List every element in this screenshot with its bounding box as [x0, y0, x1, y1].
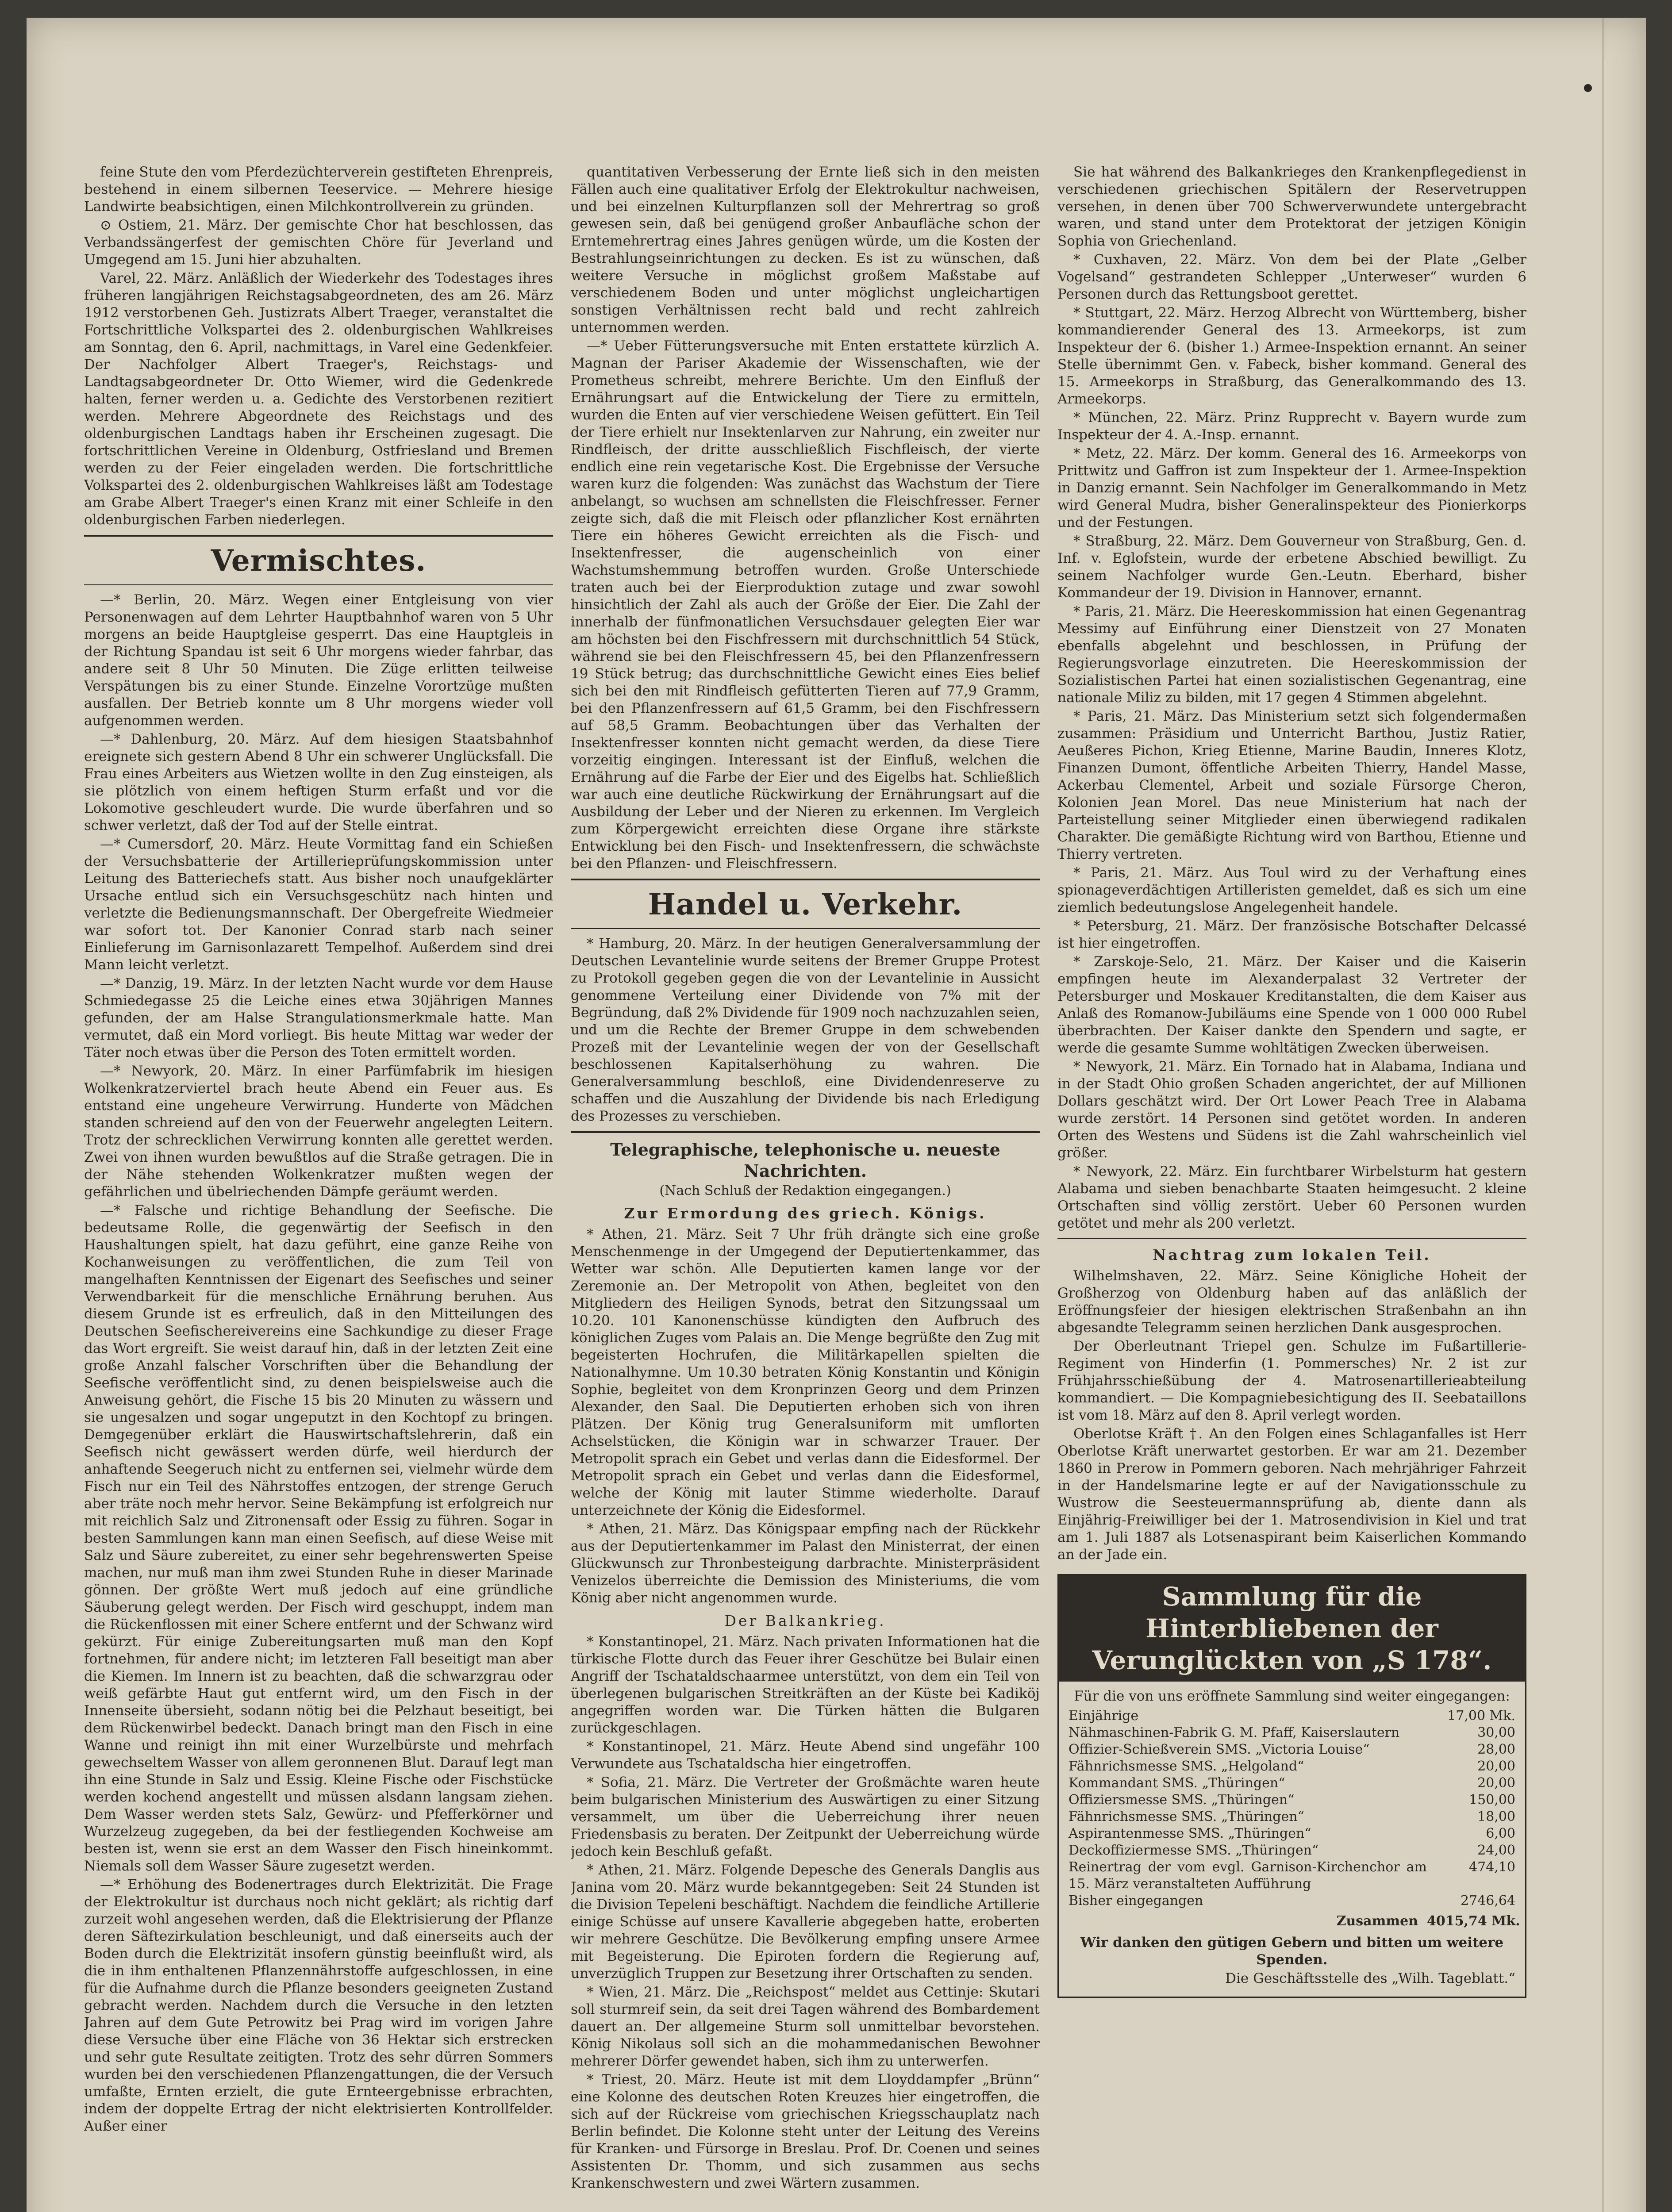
column-3-articles [1057, 164, 1526, 1232]
donor-name: Offizier-Schießverein SMS. „Victoria Louise“ [1069, 1742, 1370, 1757]
donor-name: Fähnrichsmesse SMS. „Thüringen“ [1069, 1809, 1304, 1824]
donation-row [1069, 1842, 1515, 1859]
donation-amount: 17,00 Mk. [1447, 1708, 1515, 1724]
article-paragraph: * Konstantinopel, 21. März. Heute Abend sind ungefähr 100 Verwundete aus Tschataldscha hier eingetroffen. [571, 1739, 1040, 1772]
column-1-articles [84, 164, 553, 529]
donation-row [1069, 1708, 1515, 1724]
donation-amount: 18,00 [1477, 1809, 1515, 1824]
article-paragraph: —* Erhöhung des Bodenertrages durch Elektrizität. Die Frage der Elektrokultur ist durchaus noch nicht geklärt; als richtig darf zurzeit wohl angesehen werden, daß die Elektrisierung der Pflanze deren Säftezirkulation beschleunigt, und daß einerseits auch der Boden durch die Elektrizität insofern günstig beeinflußt wird, als die in ihm enthaltenen Pflanzennährstoffe aufgeschlossen, in eine für die Aufnahme durch die Pflanze besonders geeigneten Zustand gebracht werden. Nachdem durch die Versuche in den letzten Jahren auf dem Gute Petrowitz bei Prag wird im vorigen Jahre diese Versuche über eine Fläche von 36 Hektar sich erstrecken und sehr gute Resultate zeitigten. Trotz des sehr dürren Sommers wurden bei den verschiedenen Pflanzengattungen, die der Versuch umfaßte, Ernten erzielt, die gute Ernteergebnisse erbrachten, indem der doppelte Ertrag der nicht elektrisierten Kontrollfelder. Außer einer [84, 1877, 553, 2134]
balkankrieg-heading: Der Balkankrieg. [724, 1612, 886, 1629]
article-paragraph: Wilhelmshaven, 22. März. Seine Königliche Hoheit der Großherzog von Oldenburg haben auf das anläßlich der Eröffnungsfeier der hiesigen elektrischen Straßenbahn an ihn abgesandte Telegramm seinen herzlichen Dank ausgesprochen. [1057, 1268, 1526, 1336]
article-paragraph: * Triest, 20. März. Heute ist mit dem Lloyddampfer „Brünn“ eine Kolonne des deutschen Roten Kreuzes hier eingetroffen, die sich auf der Rückreise vom griechischen Kriegsschauplatz nach Berlin befindet. Die Kolonne steht unter der Leitung des Vereins für Kranken- und Fürsorge in Breslau. Prof. Dr. Coenen und seines Assistenten Dr. Thomm, und sich zusammen aus sechs Krankenschwestern und zwei Wärtern zusammen. [571, 2072, 1040, 2191]
article-paragraph: * Stuttgart, 22. März. Herzog Albrecht von Württemberg, bisher kommandierender General des 13. Armeekorps, ist zum Inspekteur der 6. (bisher 1.) Armee-Inspektion ernannt. An seiner Stelle übernimmt Gen. v. Fabeck, bisher kommand. General des 15. Armeekorps in Straßburg, das Generalkommando des 13. Armeekorps. [1057, 305, 1526, 407]
donation-total-amount: 4015,74 Mk. [1427, 1913, 1520, 1929]
donation-row [1069, 1758, 1515, 1775]
donation-amount: 2746,64 [1460, 1893, 1515, 1909]
handel-articles [571, 935, 1040, 1125]
newspaper-page [27, 18, 1646, 2212]
article-paragraph: —* Berlin, 20. März. Wegen einer Entgleisung von vier Personenwagen auf dem Lehrter Hauptbahnhof waren von 5 Uhr morgens an beide Hauptgleise gesperrt. Das eine Hauptgleis in der Richtung Spandau ist seit 6 Uhr morgens wieder fahrbar, das andere seit 8 Uhr 50 Minuten. Die Züge erlitten teilweise Verspätungen bis zu einer Stunde. Einzelne Vorortzüge mußten ausfallen. Der Betrieb konnte um 8 Uhr morgens wieder voll aufgenommen werden. [84, 592, 553, 729]
article-paragraph: Sie hat während des Balkankrieges den Krankenpflegedienst in verschiedenen griechischen Spitälern der Reservetruppen versehen, in denen über 700 Schwerverwundete untergebracht waren, und stand unter dem Protektorat der jetzigen Königin Sophia von Griechenland. [1057, 164, 1526, 249]
donation-amount: 24,00 [1477, 1843, 1515, 1858]
telegraph-subheading: (Nach Schluß der Redaktion eingegangen.) [659, 1183, 951, 1198]
ermordung-heading: Zur Ermordung des griech. Königs. [624, 1205, 987, 1222]
article-paragraph: * Straßburg, 22. März. Dem Gouverneur von Straßburg, Gen. d. Inf. v. Eglofstein, wurde der erbetene Abschied bewilligt. Zu seinem Nachfolger wurde Gen.-Leutn. Eberhard, bisher Kommandeur der 19. Division in Hannover, ernannt. [1057, 533, 1526, 601]
nachtrag-heading: Nachtrag zum lokalen Teil. [1153, 1246, 1431, 1263]
divider [1057, 1238, 1526, 1239]
article-paragraph: * Athen, 21. März. Folgende Depesche des Generals Danglis aus Janina vom 20. März wurde bekanntgegeben: Seit 24 Stunden ist die Division Tepeleni beschäftigt. Nachdem die feindliche Artillerie einige Schüsse auf unsere Kavallerie abgegeben hatte, eroberten wir mehrere Geschütze. Die Bevölkerung empfing unsere Armee mit Begeisterung. Die Epiroten fordern die Regierung auf, unverzüglich Truppen zur Besetzung ihrer Ortschaften zu senden. [571, 1862, 1040, 1982]
telegraph-articles [571, 1226, 1040, 1607]
column-2-articles [571, 164, 1040, 872]
balkankrieg-articles [571, 1633, 1040, 2192]
donation-total-row [1069, 1913, 1520, 1930]
article-paragraph: * München, 22. März. Prinz Rupprecht v. Bayern wurde zum Inspekteur der 4. A.-Insp. ernannt. [1057, 410, 1526, 443]
donation-row [1069, 1792, 1515, 1809]
divider [571, 879, 1040, 880]
article-paragraph: * Wien, 21. März. Die „Reichspost“ meldet aus Cettinje: Skutari soll sturmreif sein, da seit drei Tagen während des Bombardement dauert an. Der allgemeine Sturm soll unmittelbar bevorstehen. König Nikolaus soll sich an die mohammedanischen Bewohner mehrerer Dörfer gewendet haben, sich ihm zu unterwerfen. [571, 1984, 1040, 2069]
donor-name: Deckoffiziermesse SMS. „Thüringen“ [1069, 1843, 1319, 1858]
article-paragraph: ⊙ Ostiem, 21. März. Der gemischte Chor hat beschlossen, das Verbandssängerfest der gemischten Chöre für Jeverland und Umgegend am 15. Juni hier abzuhalten. [84, 217, 553, 268]
donation-amount: 20,00 [1477, 1759, 1515, 1774]
donor-name: Fähnrichsmesse SMS. „Helgoland“ [1069, 1759, 1304, 1774]
donation-amount: 6,00 [1486, 1826, 1515, 1841]
article-paragraph: * Konstantinopel, 21. März. Nach privaten Informationen hat die türkische Flotte durch das Feuer ihrer Geschütze bei Bulair einen Angriff der Tschataldschaarmee unterstützt, von dem ein Teil von überlegenen bulgarischen Streitkräften an der Küste bei Kadiköj angegriffen worden war. Die Türken hätten die Bulgaren zurückgeschlagen. [571, 1634, 1040, 1736]
donation-amount: 150,00 [1469, 1792, 1515, 1808]
article-paragraph: * Newyork, 22. März. Ein furchtbarer Wirbelsturm hat gestern Alabama und sieben benachbarte Staaten heimgesucht. 2 kleine Ortschaften sind völlig zerstört. Ueber 60 Personen wurden getötet und mehr als 200 verletzt. [1057, 1164, 1526, 1231]
article-paragraph: feine Stute den vom Pferdezüchterverein gestifteten Ehrenpreis, bestehend in einem silbernen Teeservice. — Mehrere hiesige Landwirte beabsichtigen, einen Milchkontrollverein zu gründen. [84, 164, 553, 215]
donation-intro: Für die von uns eröffnete Sammlung sind weiter eingegangen: [1074, 1688, 1510, 1704]
donation-row [1069, 1741, 1515, 1758]
donation-total-label: Zusammen [1336, 1913, 1418, 1929]
donation-row [1069, 1893, 1515, 1909]
divider [84, 535, 553, 537]
article-paragraph: * Petersburg, 21. März. Der französische Botschafter Delcassé ist hier eingetroffen. [1057, 918, 1526, 951]
donation-row [1069, 1775, 1515, 1792]
article-paragraph: * Athen, 21. März. Seit 7 Uhr früh drängte sich eine große Menschenmenge in der Umgegend der Deputiertenkammer, das Wetter war schön. Alle Deputierten kamen lange vor der Zeremonie an. Der Metropolit von Athen, begleitet von den Mitgliedern des Heiligen Synods, betrat den Sitzungssaal um 10.20. 101 Kanonenschüsse kündigten den Aufbruch des königlichen Zuges vom Palais an. Die Menge begrüßte den Zug mit begeisterten Hochrufen, die Militärkapellen spielten die Nationalhymne. Um 10.30 betraten König Konstantin und Königin Sophie, begleitet von dem Kronprinzen Georg und dem Prinzen Alexander, den Saal. Die Deputierten erhoben sich von ihren Plätzen. Der König trug Generalsuniform mit umflorten Achselstücken, die Königin war in schwarzer Trauer. Der Metropolit sprach ein Gebet und verlas dann die Eidesformel. Der Metropolit sprach ein Gebet und verlas dann die Eidesformel, welche der König mit lauter Stimme wiederholte. Darauf unterzeichnete der König die Eidesformel. [571, 1226, 1040, 1518]
article-paragraph: —* Dahlenburg, 20. März. Auf dem hiesigen Staatsbahnhof ereignete sich gestern Abend 8 Uhr ein schwerer Unglücksfall. Die Frau eines Arbeiters aus Wietzen wollte in den Zug einsteigen, als sie plötzlich von einem heftigen Sturm erfaßt und vor die Lokomotive geschleudert wurde. Die wurde überfahren und so schwer verletzt, daß der Tod auf der Stelle eintrat. [84, 731, 553, 833]
donor-name: Nähmaschinen-Fabrik G. M. Pfaff, Kaiserslautern [1069, 1725, 1400, 1740]
page-mark [1584, 84, 1592, 92]
donation-list [1069, 1708, 1515, 1909]
article-paragraph: * Paris, 21. März. Das Ministerium setzt sich folgendermaßen zusammen: Präsidium und Unterricht Barthou, Justiz Ratier, Aeußeres Pichon, Krieg Etienne, Marine Baudin, Inneres Klotz, Finanzen Dumont, öffentliche Arbeiten Thierry, Handel Masse, Ackerbau Clementel, Arbeit und soziale Fürsorge Cheron, Kolonien Jean Morel. Das neue Ministerium hat nach der Parteistellung seiner Mitglieder einen überwiegend radikalen Charakter. Die gemäßigte Richtung wird von Barthou, Etienne und Thierry vertreten. [1057, 708, 1526, 862]
donation-row [1069, 1724, 1515, 1741]
article-paragraph: Der Oberleutnant Triepel gen. Schulze im Fußartillerie-Regiment von Hinderfin (1. Pommersches) Nr. 2 ist zur Frühjahrsschießübung der 4. Matrosenartillerieabteilung kommandiert. — Die Kompagniebesichtigung des II. Seebataillons ist vom 18. März auf den 8. April verlegt worden. [1057, 1338, 1526, 1423]
donation-thanks: Wir danken den gütigen Gebern und bitten um weitere Spenden. [1080, 1935, 1504, 1968]
column-3 [1057, 164, 1526, 2212]
divider [571, 1131, 1040, 1133]
donor-name: Bisher eingegangen [1069, 1893, 1203, 1909]
article-paragraph: * Newyork, 21. März. Ein Tornado hat in Alabama, Indiana und in der Stadt Ohio großen Schaden angerichtet, der auf Millionen Dollars geschätzt wird. Der Ort Lower Peach Tree in Alabama wurde zerstört. 14 Personen sind getötet worden. In anderen Orten des Westens und Südens ist die Zahl wahrscheinlich viel größer. [1057, 1059, 1526, 1161]
donation-title: Sammlung für die Hinterbliebenen der Verunglückten von „S 178“. [1059, 1575, 1525, 1682]
article-paragraph: —* Falsche und richtige Behandlung der Seefische. Die bedeutsame Rolle, die gegenwärtig der Seefisch in den Haushaltungen spielt, hat dazu geführt, eine ganze Reihe von Kochanweisungen zu veröffentlichen, die zum Teil von mangelhaften Kenntnissen der Eigenart des Seefisches und seiner Verwendbarkeit für die menschliche Ernährung beruhen. Aus diesem Grunde ist es erfreulich, daß in den Mitteilungen des Deutschen Seefischereivereins eine Sachkundige zu dieser Frage das Wort ergreift. Sie weist darauf hin, daß in der letzten Zeit eine große Anzahl falscher Vorschriften über die Behandlung der Seefische veröffentlicht sind, zu denen beispielsweise auch die Anweisung gehört, die Fische 15 bis 20 Minuten zu wässern und sie ungesalzen und sogar ungeputzt in den Kochtopf zu bringen. Demgegenüber erklärt die Hauswirtschaftslehrerin, daß ein Seefisch nicht gewässert werden dürfe, weil hierdurch der anhaftende Seegeruch nicht zu entfernen sei, vielmehr würde dem Fisch nur ein Teil des Nährstoffes entzogen, der strenge Geruch aber träte noch mehr hervor. Seine Bekämpfung ist erfolgreich nur mit reichlich Salz und Zitronensaft oder Essig zu führen. Sogar in besten Sammlungen kann man einen Seefisch, auf diese Weise mit Salz und Säure zubereitet, zu einer sehr begehrenswerten Speise machen, nur muß man ihm zwei Stunden Ruhe in dieser Marinade gönnen. Der größte Wert muß jedoch auf eine gründliche Säuberung gelegt werden. Der Fisch wird geschuppt, indem man die Rückenflossen mit einer Schere entfernt und der Schwanz wird gekürzt. Für einige Zubereitungsarten muß man den Kopf fortnehmen, für andere nicht; im letzteren Fall beseitigt man aber die Kiemen. Im Innern ist zu beachten, daß die schwarzgrau oder weiß gefärbte Haut gut entfernt wird, um den Fisch in der Innenseite übersieht, sodann nötig bei die Pelzhaut beseitigt, bei dem Rückenwirbel bedeckt. Danach bringt man den Fisch in eine Wanne und reinigt ihn mit einer Wurzelbürste und mehrfach gewechseltem Wasser von allem geronnenen Blut. Darauf legt man ihn eine Stunde in Salz und Essig. Kleine Fische oder Fischstücke werden kochend angestellt und müssen alsdann langsam ziehen. Dem Wasser werden stets Salz, Gewürz- und Pfefferkörner und Wurzelzeug zugegeben, da bei der festliegenden Kochweise am besten ist, wenn sie erst an dem Wasser den Fisch hineinkommt. Niemals soll dem Wasser Säure zugesetzt werden. [84, 1202, 553, 1874]
article-paragraph: * Zarskoje-Selo, 21. März. Der Kaiser und die Kaiserin empfingen heute im Alexanderpalast 32 Vertreter der Petersburger und Moskauer Kreditanstalten, die dem Kaiser aus Anlaß des Romanow-Jubiläums eine Spende von 1 000 000 Rubel überbrachten. Der Kaiser dankte den Spendern und sagte, er werde die gesamte Summe wohltätigen Zwecken überweisen. [1057, 954, 1526, 1056]
donor-name: Reinertrag der vom evgl. Garnison-Kirchenchor am 15. März veranstalteten Aufführung [1069, 1859, 1427, 1892]
article-paragraph: —* Danzig, 19. März. In der letzten Nacht wurde vor dem Hause Schmiedegasse 25 die Leiche eines etwa 30jährigen Mannes gefunden, der am Halse Strangulationsmerkmale hatte. Man vermutet, daß ein Mord vorliegt. Bis heute Mittag war weder der Täter noch etwas über die Person des Toten ermittelt worden. [84, 975, 553, 1060]
vermischtes-articles [84, 591, 553, 2135]
donation-amount: 20,00 [1477, 1775, 1515, 1791]
article-paragraph: —* Cumersdorf, 20. März. Heute Vormittag fand ein Schießen der Versuchsbatterie der Artillerieprüfungskommission unter Leitung des Batteriechefs statt. Aus bisher noch unaufgeklärter Ursache entlud sich ein Versuchsgeschütz nach hinten und verletzte die Bedienungsmannschaft. Der Obergefreite Wiedmeier war sofort tot. Der Kanonier Conrad starb nach seiner Einlieferung im Garnisonlazarett Tempelhof. Außerdem sind drei Mann leicht verletzt. [84, 836, 553, 973]
article-paragraph: * Hamburg, 20. März. In der heutigen Generalversammlung der Deutschen Levantelinie wurde seitens der Bremer Gruppe Protest zu Protokoll gegeben gegen die von der Levantelinie in Aussicht genommene Verteilung einer Dividende von 7% mit der Begründung, daß 2% Dividende für 1909 noch nachzuzahlen seien, und um die Rechte der Bremer Gruppe in dem schwebenden Prozeß mit der Levantelinie wegen der von der Gesellschaft beschlossenen Kapitalserhöhung zu wahren. Die Generalversammlung beschloß, eine Dividendenreserve zu schaffen und die Auszahlung der Dividende bis nach Erledigung des Prozesses zu verschieben. [571, 936, 1040, 1124]
article-paragraph: * Paris, 21. März. Aus Toul wird zu der Verhaftung eines spionageverdächtigen Artilleristen gemeldet, daß es sich um eine ziemlich bedeutungslose Angelegenheit handele. [1057, 865, 1526, 915]
article-paragraph: Oberlotse Kräft †. An den Folgen eines Schlaganfalles ist Herr Oberlotse Kräft unerwartet gestorben. Er war am 21. Dezember 1860 in Prerow in Pommern geboren. Nach mehrjähriger Fahrzeit in der Handelsmarine legte er auf der Navigationsschule zu Wustrow die Seesteuermannsprüfung ab, diente dann als Einjährig-Freiwilliger bei der 1. Matrosendivision in Kiel und trat am 1. Juli 1887 als Lotsenaspirant beim Kaiserlichen Kommando an der Jade ein. [1057, 1426, 1526, 1563]
article-paragraph: —* Ueber Fütterungsversuche mit Enten erstattete kürzlich A. Magnan der Pariser Akademie der Wissenschaften, wie der Prometheus schreibt, mehrere Berichte. Um den Einfluß der Ernährungsart auf die Entwickelung der Tiere zu ermitteln, wurden die Enten auf vier verschiedene Weisen gefüttert. Ein Teil der Tiere erhielt nur Insektenlarven zur Nahrung, ein zweiter nur Rindfleisch, der dritte ausschließlich Fischfleisch, der vierte endlich eine rein vegetarische Kost. Die Ergebnisse der Versuche waren kurz die folgenden: Was zunächst das Wachstum der Tiere anbelangt, so wuchsen am schnellsten die Fleischfresser. Ferner zeigte sich, daß die mit Fleisch oder pflanzlicher Kost ernährten Tiere ein höheres Gewicht erreichten als die Fisch- und Insektenfresser, die augenscheinlich von einer Wachstumshemmung betroffen wurden. Große Unterschiede traten auch bei der Eierproduktion zutage und zwar sowohl hinsichtlich der Zahl als auch der Größe der Eier. Die Zahl der innerhalb der fünfmonatlichen Versuchsdauer gelegten Eier war am höchsten bei den Fischfressern mit durchschnittlich 54 Stück, während sie bei den Fleischfressern 45, bei den Pflanzenfressern 19 Stück betrug; das durchschnittliche Gewicht eines Eies belief sich bei den mit Rindfleisch gefütterten Tieren auf 77,9 Gramm, bei den Pflanzenfressern auf 61,5 Gramm, bei den Fischfressern auf 58,5 Gramm. Beobachtungen über das Verhalten der Insektenfresser konnten nicht gemacht werden, da diese Tiere vorzeitig eingingen. Interessant ist der Einfluß, welchen die Ernährung auf die Farbe der Eier und des Eigelbs hat. Schließlich war auch eine deutliche Rückwirkung der Ernährungsart auf die Ausbildung der Leber und der Nieren zu erkennen. Im Vergleich zum Körpergewicht erreichten diese Organe ihre stärkste Entwicklung bei den Fisch- und Insektenfressern, die schwächste bei den Pflanzen- und Fleischfressern. [571, 338, 1040, 872]
donor-name: Kommandant SMS. „Thüringen“ [1069, 1775, 1285, 1791]
article-paragraph: * Sofia, 21. März. Die Vertreter der Großmächte waren heute beim bulgarischen Ministerium des Auswärtigen zu einer Sitzung versammelt, um über die Ueberreichung ihrer neuen Friedensbasis zu beraten. Der Zeitpunkt der Ueberreichung würde jedoch kein Beschluß gefaßt. [571, 1774, 1040, 1859]
donation-row [1069, 1825, 1515, 1842]
donation-box [1057, 1574, 1526, 1998]
donation-row [1069, 1809, 1515, 1825]
column-1 [84, 164, 553, 2212]
donation-signature: Die Geschäftsstelle des „Wilh. Tageblatt.“ [1225, 1970, 1515, 1986]
divider [571, 928, 1040, 929]
article-paragraph: * Athen, 21. März. Das Königspaar empfing nach der Rückkehr aus der Deputiertenkammer im Palast den Ministerrat, der einen Glückwunsch zur Thronbesteigung darbrachte. Ministerpräsident Venizelos überreichte die Demission des Ministeriums, die vom König aber nicht angenommen wurde. [571, 1521, 1040, 1606]
column-2 [571, 164, 1040, 2212]
donor-name: Einjährige [1069, 1708, 1139, 1724]
donation-amount: 30,00 [1477, 1725, 1515, 1740]
page-fold [1602, 18, 1604, 2212]
article-paragraph: —* Newyork, 20. März. In einer Parfümfabrik im hiesigen Wolkenkratzerviertel brach heute Abend ein Feuer aus. Es entstand eine ungeheure Verwirrung. Hunderte von Mädchen standen schreiend auf den von der Feuerwehr angelegten Leitern. Trotz der schrecklichen Verwirrung konnten alle gerettet werden. Zwei von ihnen wurden bewußtlos auf die Straße getragen. Die in der Nähe stehenden Wolkenkratzer mußten wegen der gefährlichen und übelriechenden Dämpfe geräumt werden. [84, 1063, 553, 1200]
article-paragraph: quantitativen Verbesserung der Ernte ließ sich in den meisten Fällen auch eine qualitativer Erfolg der Elektrokultur nachweisen, und bei einzelnen Kulturpflanzen soll der Mehrertrag so groß gewesen sein, daß bei genügend großer Anbaufläche schon der Erntemehrertrag eines Jahres genügen würde, um die Kosten der Bestrahlungseinrichtungen zu decken. Es ist zu wünschen, daß weitere Versuche in möglichst großem Maßstabe auf verschiedenem Boden und unter möglichst ungleichartigen sonstigen Verhältnissen recht bald und recht zahlreich unternommen werden. [571, 164, 1040, 335]
article-paragraph: * Metz, 22. März. Der komm. General des 16. Armeekorps von Prittwitz und Gaffron ist zum Inspekteur der 1. Armee-Inspektion in Danzig ernannt. Sein Nachfolger im Generalkommando in Metz wird General Mudra, bisher Generalinspekteur des Pionierkorps und der Festungen. [1057, 445, 1526, 530]
section-heading-vermischtes: Vermischtes. [211, 543, 427, 578]
donation-amount: 474,10 [1469, 1859, 1515, 1875]
donor-name: Aspirantenmesse SMS. „Thüringen“ [1069, 1826, 1311, 1841]
divider [84, 584, 553, 585]
donation-row [1069, 1859, 1515, 1893]
article-paragraph: * Cuxhaven, 22. März. Von dem bei der Plate „Gelber Vogelsand“ gestrandeten Schlepper „Unterweser“ wurden 6 Personen durch das Rettungsboot gerettet. [1057, 252, 1526, 302]
donation-amount: 28,00 [1477, 1742, 1515, 1757]
section-heading-telegraph: Telegraphische, telephonische u. neueste Nachrichten. [610, 1140, 1000, 1181]
nachtrag-articles [1057, 1267, 1526, 1563]
article-paragraph: * Paris, 21. März. Die Heereskommission hat einen Gegenantrag Messimy auf Einführung einer Dienstzeit von 27 Monaten ebenfalls abgelehnt und beschlossen, in Prüfung der Regierungsvorlage einzutreten. Die Heereskommission der Sozialistischen Partei hat einen sozialistischen Gegenantrag, eine nationale Miliz zu bilden, mit 17 gegen 4 Stimmen abgelehnt. [1057, 603, 1526, 706]
section-heading-handel: Handel u. Verkehr. [648, 887, 963, 922]
article-paragraph: Varel, 22. März. Anläßlich der Wiederkehr des Todestages ihres früheren langjährigen Reichstagsabgeordneten, des am 26. März 1912 verstorbenen Geh. Justizrats Albert Traeger, veranstaltet die Fortschrittliche Volkspartei des 2. oldenburgischen Wahlkreises am Sonntag, den 6. April, nachmittags, in Varel eine Gedenkfeier. Der Nachfolger Albert Traeger's, Reichstags- und Landtagsabgeordneter Dr. Otto Wiemer, wird die Gedenkrede halten, ferner werden u. a. Gedichte des Verstorbenen rezitiert werden. Mehrere Abgeordnete des Reichstags und des oldenburgischen Landtags haben ihr Erscheinen zugesagt. Die fortschrittlichen Vereine in Oldenburg, Ostfriesland und Bremen werden zu der Feier eingeladen werden. Die fortschrittliche Volkspartei des 2. oldenburgischen Wahlkreises läßt am Todestage am Grabe Albert Traeger's einen Kranz mit einer Schleife in den oldenburgischen Farben niederlegen. [84, 270, 553, 528]
donor-name: Offiziersmesse SMS. „Thüringen“ [1069, 1792, 1295, 1808]
